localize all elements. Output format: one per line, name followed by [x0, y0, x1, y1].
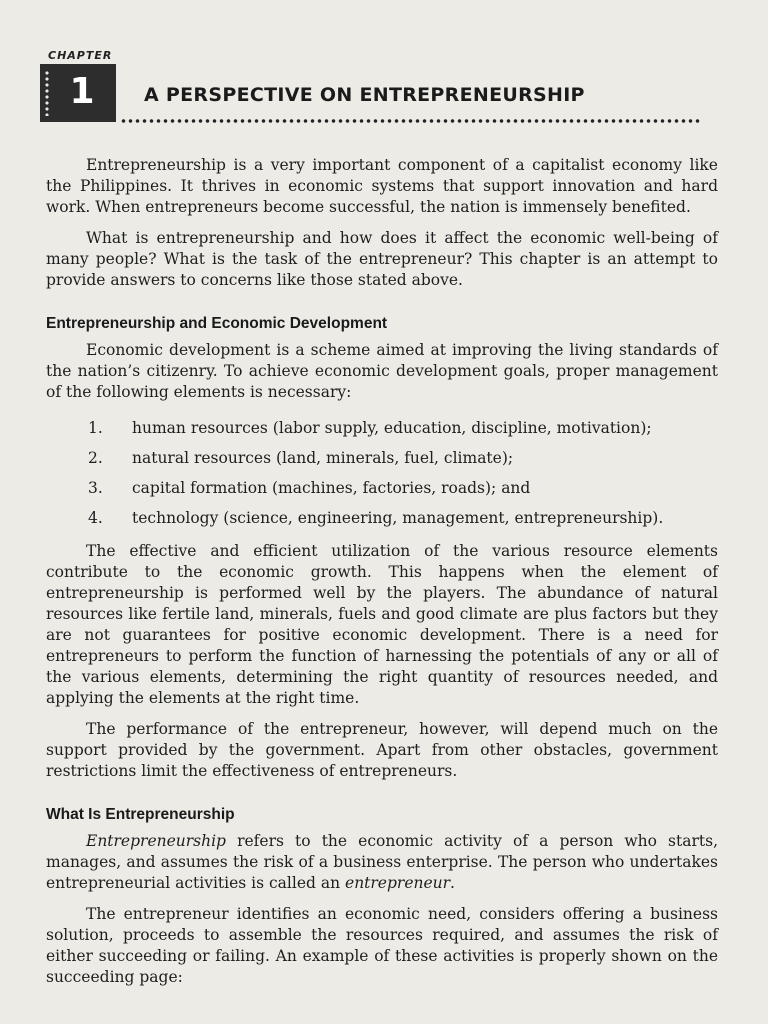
list-item-number: 3. [88, 478, 103, 497]
list-item [46, 413, 718, 443]
dotted-title-rule [120, 118, 700, 124]
section1-paragraph-1: Economic development is a scheme aimed at improving the living standards of the nation’s citizenry. To achieve economic development goals, proper management of the following elements is necessary: [46, 341, 718, 401]
list-item-text: technology (science, engineering, management, entrepreneurship). [132, 508, 664, 527]
term-entrepreneurship: Entrepreneurship [86, 832, 226, 850]
list-item-number: 2. [88, 448, 103, 467]
list-item [46, 443, 718, 473]
section-heading-economic-development: Entrepreneurship and Economic Development [46, 315, 388, 332]
chapter-number: 1 [69, 71, 95, 112]
definition-end: . [450, 874, 455, 892]
section-heading-what-is-entrepreneurship: What Is Entrepreneurship [46, 806, 235, 823]
chapter-body [46, 155, 718, 998]
list-item-number: 4. [88, 508, 103, 527]
chapter-number-box [40, 64, 116, 122]
section1-paragraph-2: The effective and efficient utilization of the various resource elements contribute to the economic growth. This happens when the element of entrepreneurship is performed well by the players. The abundance of natural resources like fertile land, minerals, fuels and good climate are plus factors but they are not guarantees for positive economic development. There is a need for entrepreneurs to perform the function of harnessing the potentials of any or all of the various elements, determining the right quantity of resources needed, and applying the elements at the right time. [46, 542, 718, 707]
section1-paragraph-3: The performance of the entrepreneur, however, will depend much on the support provided by the government. Apart from other obstacles, government restrictions limit the effectiveness of entrepreneurs. [46, 720, 718, 780]
list-item-text: human resources (labor supply, education, discipline, motivation); [132, 418, 652, 437]
chapter-title: A PERSPECTIVE ON ENTREPRENEURSHIP [144, 84, 585, 106]
term-entrepreneur: entrepreneur [345, 874, 451, 892]
definition-text: refers to the economic activity of a person who starts, manages, and assumes the risk of a business enterprise. The person who undertakes entrepreneurial activities is called an [46, 832, 718, 892]
chapter-label: CHAPTER [48, 49, 113, 62]
list-item-number: 1. [88, 418, 103, 437]
intro-paragraph-2: What is entrepreneurship and how does it affect the economic well-being of many people? What is the task of the entrepreneur? This chapter is an attempt to provide answers to concerns like those stated above. [46, 229, 718, 289]
list-item-text: capital formation (machines, factories, roads); and [132, 478, 531, 497]
list-item [46, 473, 718, 503]
development-elements-list [46, 413, 718, 533]
list-item-text: natural resources (land, minerals, fuel, climate); [132, 448, 514, 467]
section2-paragraph-2: The entrepreneur identifies an economic need, considers offering a business solution, proceeds to assemble the resources required, and assumes the risk of either succeeding or failing. An example of these activities is properly shown on the succeeding page: [46, 905, 718, 986]
section2-paragraph-1 [46, 831, 718, 894]
intro-paragraph-1: Entrepreneurship is a very important component of a capitalist economy like the Philippines. It thrives in economic systems that support innovation and hard work. When entrepreneurs become successful, the nation is immensely benefited. [46, 156, 718, 216]
list-item [46, 503, 718, 533]
